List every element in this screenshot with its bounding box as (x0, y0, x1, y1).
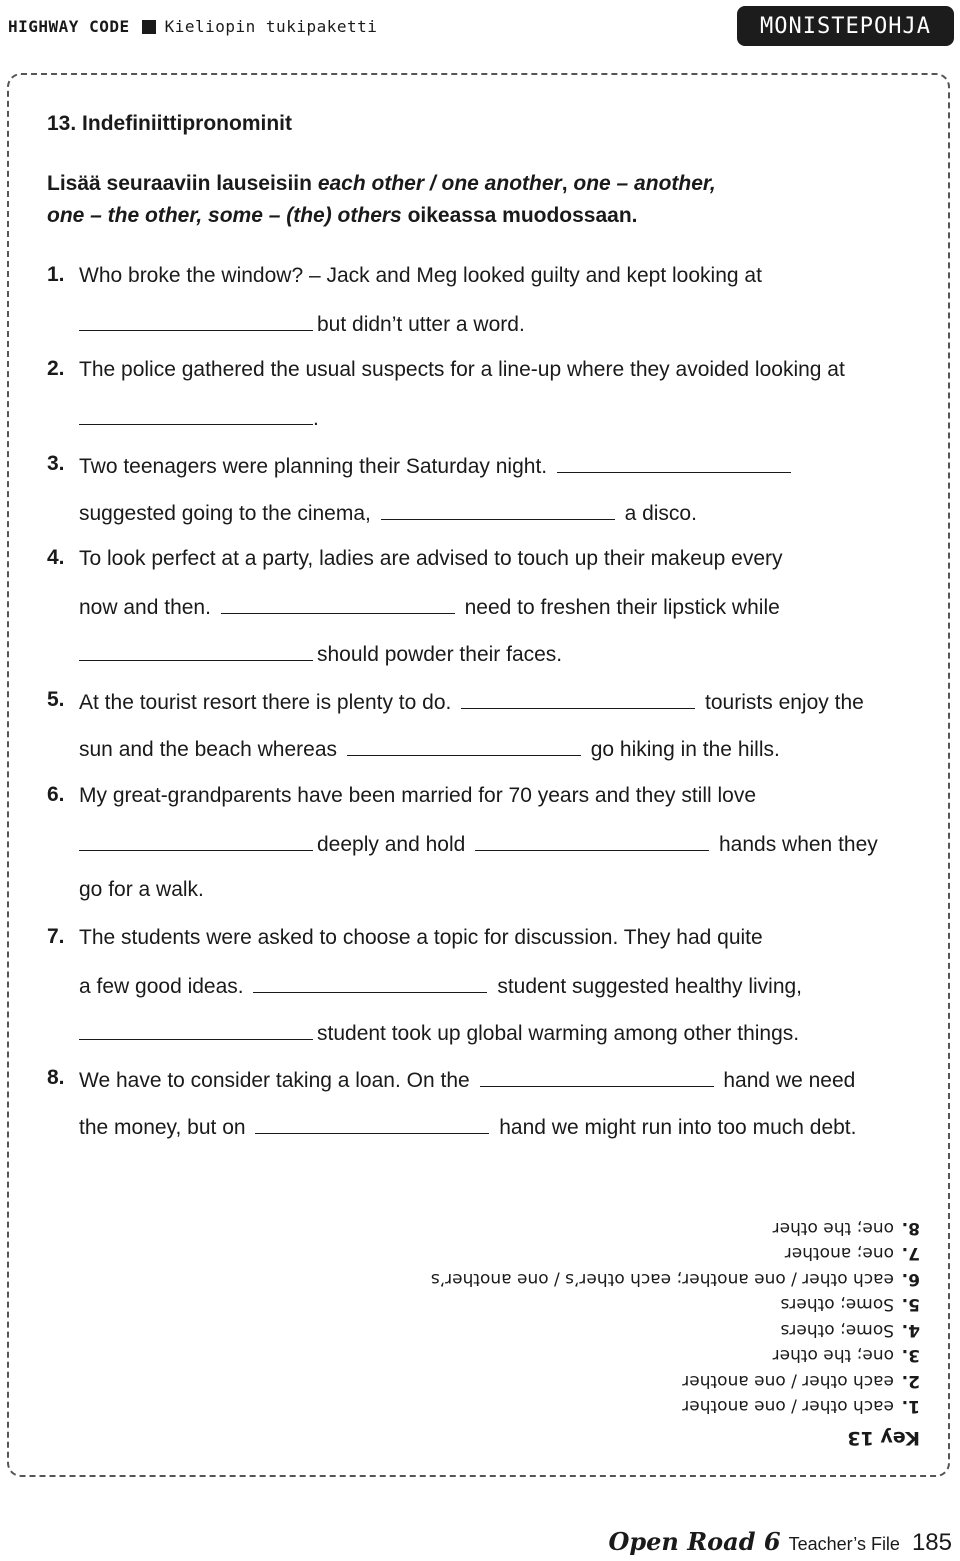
key-number: 8. (901, 1218, 920, 1238)
answer-blank[interactable] (347, 735, 581, 756)
key-entry (380, 1342, 920, 1368)
answer-blank[interactable] (79, 830, 313, 851)
answer-blank[interactable] (79, 640, 313, 661)
item-3-line-2 (79, 499, 697, 527)
answer-blank[interactable] (461, 688, 695, 709)
key-entry (380, 1393, 920, 1419)
key-number: 6. (901, 1269, 920, 1289)
key-entry (380, 1317, 920, 1343)
item-text: sun and the beach whereas (79, 738, 338, 761)
series-header (8, 17, 377, 36)
item-text: We have to consider taking a loan. On the (79, 1069, 470, 1092)
square-bullet-icon (142, 20, 156, 34)
key-answer: one; the other (772, 1218, 894, 1238)
answer-blank[interactable] (79, 404, 313, 425)
answer-blank[interactable] (475, 830, 709, 851)
instr-e: one – the other, some – (the) others (47, 204, 402, 227)
item-7-line-2 (79, 972, 802, 1000)
series-subtitle: Kieliopin tukipaketti (164, 17, 378, 36)
item-text: tourists enjoy the (705, 691, 864, 714)
item-text: need to freshen their lipstick while (464, 596, 780, 619)
item-4-line-2 (79, 593, 780, 621)
instr-a: Lisää seuraaviin lauseisiin (47, 172, 318, 195)
key-answer: each other / one another (682, 1371, 894, 1391)
answer-blank[interactable] (79, 1019, 313, 1040)
page-number: 185 (911, 1529, 952, 1556)
answer-blank[interactable] (557, 452, 791, 473)
item-text: now and then. (79, 596, 211, 619)
answer-key-title: Key 13 (847, 1427, 920, 1449)
item-text: hand we need (723, 1069, 856, 1092)
key-number: 3. (901, 1345, 920, 1366)
instr-c: , (561, 172, 574, 195)
item-1-line-2 (79, 310, 525, 338)
item-text: student suggested healthy living, (497, 975, 803, 998)
item-text: student took up global warming among other things. (317, 1022, 800, 1045)
item-2-line-1: The police gathered the usual suspects for a line-up where they avoided looking at (79, 358, 845, 381)
series-name: HIGHWAY CODE (8, 17, 130, 36)
key-answer: each other / one another (682, 1396, 894, 1417)
item-6-line-2 (79, 830, 878, 858)
answer-blank[interactable] (381, 499, 615, 520)
key-entry (380, 1291, 920, 1317)
item-number: 8. (47, 1066, 65, 1089)
key-entry (380, 1368, 920, 1394)
item-4-line-1: To look perfect at a party, ladies are advised to touch up their makeup every (79, 547, 783, 570)
item-6-line-3: go for a walk. (79, 878, 204, 901)
key-answer: Some; others (780, 1320, 894, 1340)
item-7-line-3 (79, 1019, 799, 1047)
item-number: 1. (47, 263, 65, 286)
key-answer: one; another (784, 1243, 894, 1264)
item-1-line-1: Who broke the window? – Jack and Meg looked guilty and kept looking at (79, 264, 762, 287)
item-8-line-2 (79, 1113, 856, 1141)
item-text: go hiking in the hills. (590, 738, 780, 761)
item-text: suggested going to the cinema, (79, 502, 371, 525)
item-2-line-2 (79, 404, 319, 432)
key-number: 5. (901, 1294, 920, 1315)
item-number: 7. (47, 925, 65, 948)
item-number: 2. (47, 357, 65, 380)
key-number: 2. (901, 1371, 920, 1391)
exercise-title: 13. Indefiniittipronominit (47, 112, 292, 135)
item-7-line-1: The students were asked to choose a topic for discussion. They had quite (79, 926, 763, 949)
answer-blank[interactable] (255, 1113, 489, 1134)
item-number: 3. (47, 452, 65, 475)
key-number: 4. (901, 1320, 920, 1340)
page-footer (608, 1527, 952, 1557)
item-3-line-1 (79, 452, 795, 480)
item-number: 4. (47, 546, 65, 569)
answer-key (380, 1200, 920, 1450)
item-text: a disco. (624, 502, 697, 525)
item-text: the money, but on (79, 1116, 246, 1139)
item-5-line-2 (79, 735, 780, 763)
key-answer: one; the other (772, 1345, 894, 1366)
key-entry (380, 1240, 920, 1266)
item-text: Two teenagers were planning their Saturday night. (79, 455, 548, 478)
key-answer: each other / one another; each other’s / one another’s (430, 1269, 894, 1289)
item-5-line-1 (79, 688, 864, 716)
item-6-line-1: My great-grandparents have been married for 70 years and they still love (79, 784, 757, 807)
item-text: should powder their faces. (317, 643, 563, 666)
instr-d: one – another, (573, 172, 716, 195)
item-text: deeply and hold (317, 833, 466, 856)
item-text: a few good ideas. (79, 975, 244, 998)
exercise-instructions (47, 168, 827, 232)
book-logo: Open Road 6 (608, 1527, 781, 1556)
item-number: 6. (47, 783, 65, 806)
instr-b: each other / one another (317, 172, 562, 195)
item-8-line-1 (79, 1066, 855, 1094)
key-number: 7. (901, 1243, 920, 1264)
answer-blank[interactable] (221, 593, 455, 614)
key-entry (380, 1215, 920, 1241)
item-number: 5. (47, 688, 65, 711)
answer-blank[interactable] (79, 310, 313, 331)
key-number: 1. (901, 1396, 920, 1417)
item-text: . (313, 407, 319, 430)
item-text: hand we might run into too much debt. (499, 1116, 857, 1139)
item-text: At the tourist resort there is plenty to do. (79, 691, 452, 714)
key-answer: Some; others (780, 1294, 894, 1315)
key-entry (380, 1266, 920, 1292)
answer-blank[interactable] (480, 1066, 714, 1087)
worksheet-badge: MONISTEPOHJA (737, 6, 954, 46)
answer-blank[interactable] (253, 972, 487, 993)
item-text: but didn’t utter a word. (317, 313, 525, 336)
item-4-line-3 (79, 640, 562, 668)
footer-label: Teacher’s File (788, 1534, 900, 1554)
item-text: hands when they (718, 833, 878, 856)
instr-f: oikeassa muodossaan. (401, 204, 638, 227)
